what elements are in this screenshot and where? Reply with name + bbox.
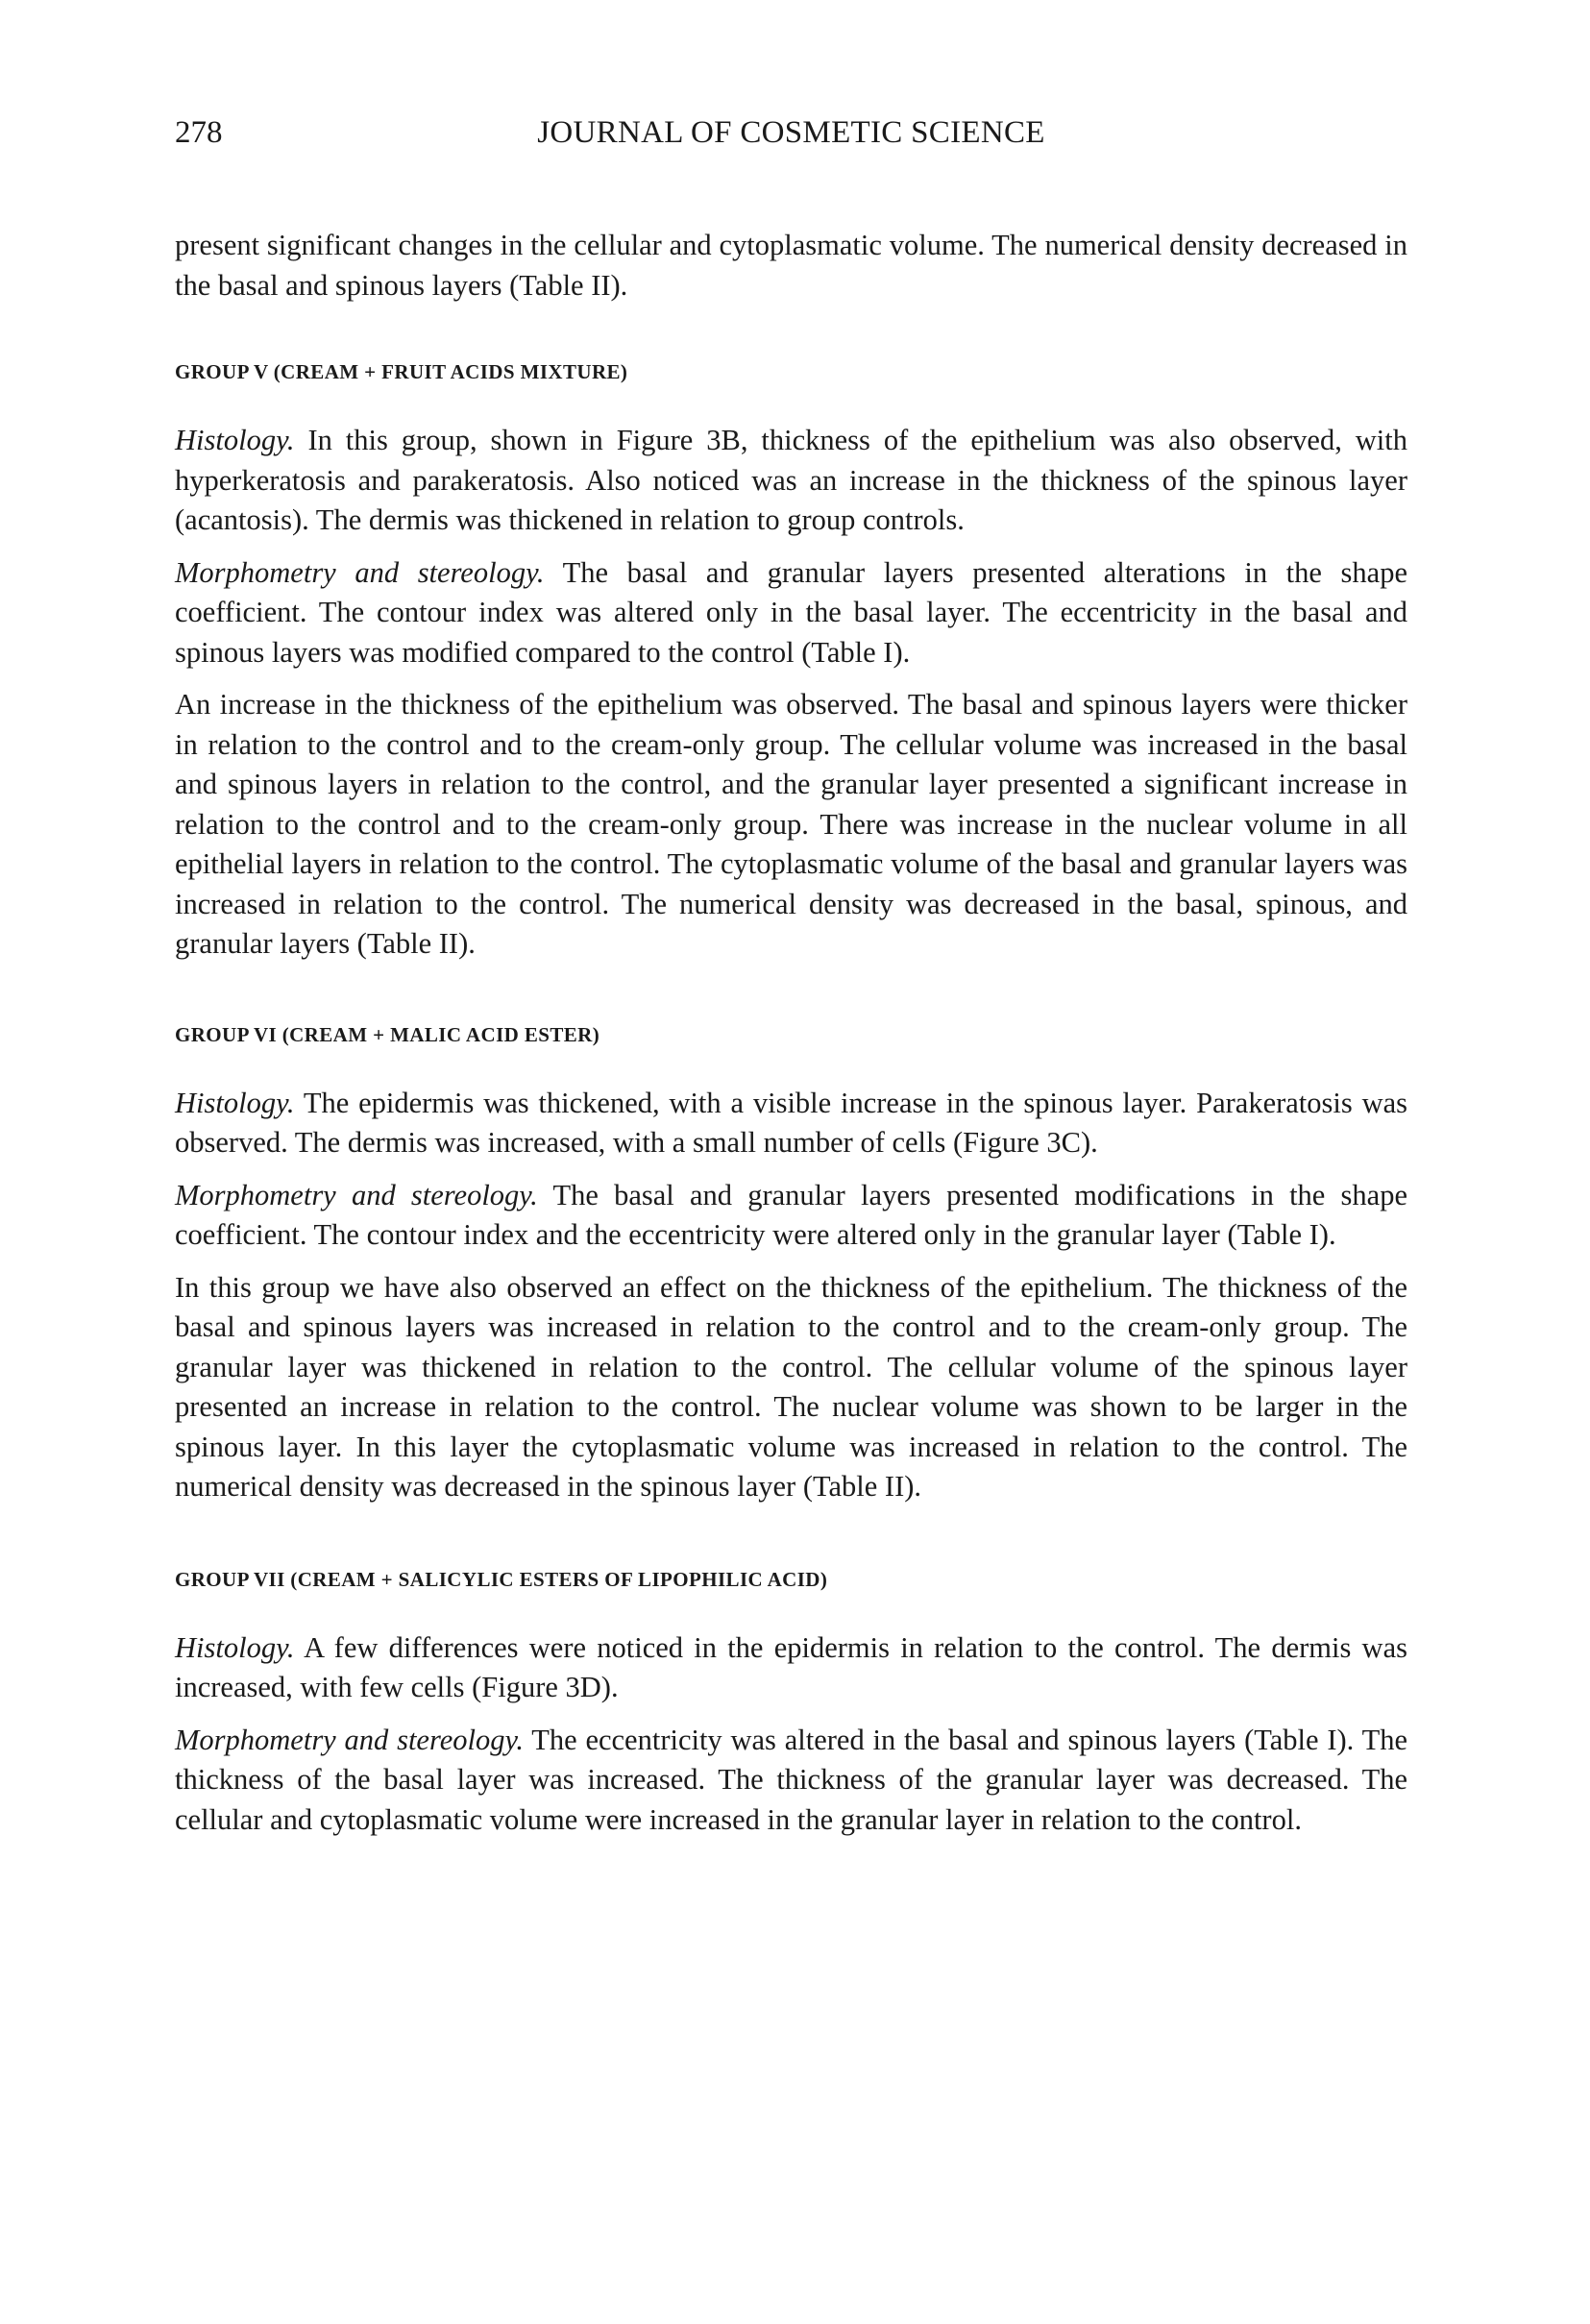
running-header	[175, 113, 1407, 152]
section-heading: GROUP VII (CREAM + SALICYLIC ESTERS OF LIPOPHILIC ACID)	[175, 1567, 828, 1591]
histology-paragraph	[175, 1084, 1407, 1163]
run-in-heading: Histology.	[175, 1086, 295, 1119]
paragraph-text: The basal and granular layers presented modifications in the shape coefficient. The contour index and the eccentricity were altered only in the granular layer (Table I).	[175, 1178, 1407, 1251]
section-group-v	[175, 358, 1407, 965]
intro-paragraph: present significant changes in the cellular and cytoplasmatic volume. The numerical density decreased in the basal and spinous layers (Table II).	[175, 229, 1407, 302]
paragraph-text: A few differences were noticed in the epidermis in relation to the control. The dermis was increased, with few cells (Figure 3D).	[175, 1630, 1407, 1703]
journal-page	[175, 113, 1407, 1840]
body-paragraph: In this group we have also observed an effect on the thickness of the epithelium. The thickness of the basal and spinous layers was increased in relation to the control and to the cream-only group. The granular layer was thickened in relation to the control. The cellular volume of the spinous layer presented an increase in relation to the control. The nuclear volume was shown to be larger in the spinous layer. In this layer the cytoplasmatic volume was increased in relation to the control. The numerical density was decreased in the spinous layer (Table II).	[175, 1270, 1407, 1503]
paragraph-text: In this group, shown in Figure 3B, thickness of the epithelium was also observed, with hyperkeratosis and parakeratosis. Also noticed was an increase in the thickness of the spinous layer (acantosis). The dermis was thickened in relation to group controls.	[175, 424, 1407, 536]
run-in-heading: Morphometry and stereology.	[175, 1723, 524, 1756]
histology-paragraph	[175, 421, 1407, 541]
run-in-heading: Morphometry and stereology.	[175, 1178, 538, 1211]
body-paragraph: An increase in the thickness of the epithelium was observed. The basal and spinous layers were thicker in relation to the control and to the cream-only group. The cellular volume was increased in the basal and spinous layers in relation to the control, and the granular layer presented a significant increase in relation to the control and to the cream-only group. There was increase in the nuclear volume in all epithelial layers in relation to the control. The cytoplasmatic volume of the basal and granular layers was increased in relation to the control. The numerical density was decreased in the basal, spinous, and granular layers (Table II).	[175, 688, 1407, 960]
section-group-vi	[175, 1021, 1407, 1507]
run-in-heading: Histology.	[175, 424, 295, 456]
journal-title: JOURNAL OF COSMETIC SCIENCE	[537, 115, 1045, 150]
histology-paragraph	[175, 1628, 1407, 1708]
paragraph-text: The eccentricity was altered in the basal and spinous layers (Table I). The thickness of the basal layer was increased. The thickness of the granular layer was decreased. The cellular and cytoplasmatic volume were increased in the granular layer in relation to the control.	[175, 1723, 1407, 1836]
morphometry-paragraph	[175, 553, 1407, 673]
morphometry-paragraph	[175, 1176, 1407, 1256]
run-in-heading: Histology.	[175, 1630, 295, 1664]
section-heading: GROUP V (CREAM + FRUIT ACIDS MIXTURE)	[175, 360, 628, 383]
morphometry-paragraph	[175, 1721, 1407, 1841]
paragraph-text: The epidermis was thickened, with a visible increase in the spinous layer. Parakeratosis was observed. The dermis was increased, with a small number of cells (Figure 3C).	[175, 1086, 1407, 1159]
paragraph-text: The basal and granular layers presented alterations in the shape coefficient. The contour index was altered only in the basal layer. The eccentricity in the basal and spinous layers was modified compared to the control (Table I).	[175, 555, 1407, 669]
section-heading: GROUP VI (CREAM + MALIC ACID ESTER)	[175, 1022, 600, 1046]
section-group-vii	[175, 1566, 1407, 1841]
page-number: 278	[175, 115, 223, 150]
run-in-heading: Morphometry and stereology.	[175, 555, 545, 589]
